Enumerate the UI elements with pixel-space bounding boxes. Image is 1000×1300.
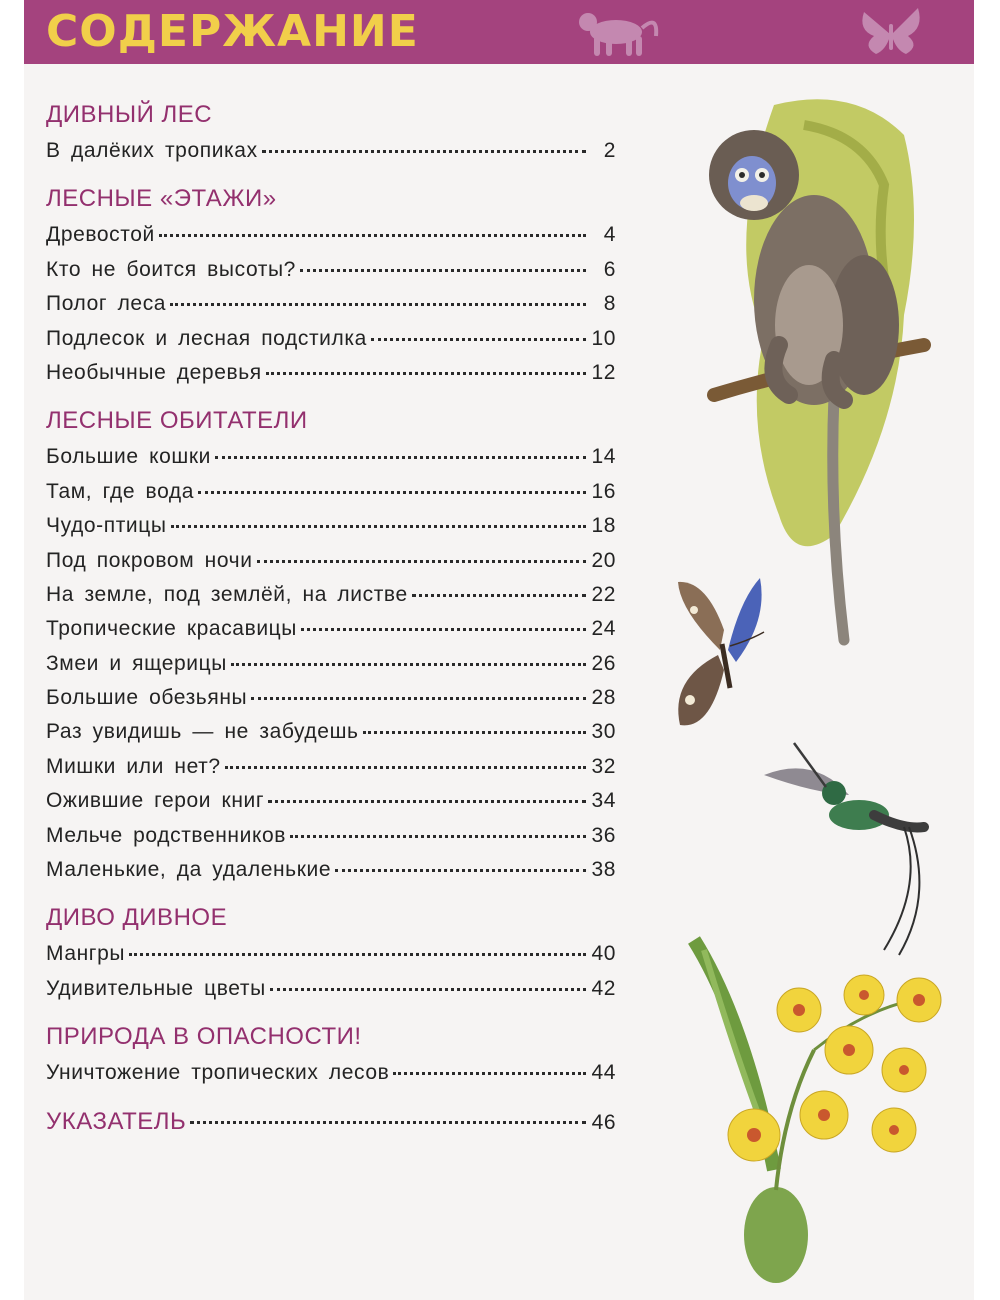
index-title: УКАЗАТЕЛЬ [46, 1107, 187, 1135]
dot-leader [170, 303, 586, 306]
section-title: ДИВО ДИВНОЕ [46, 904, 228, 932]
page [24, 0, 974, 1300]
dot-leader [198, 491, 586, 494]
toc-sections [46, 96, 616, 1091]
header-bar [24, 0, 974, 64]
dot-leader [262, 150, 586, 153]
dot-leader [257, 560, 586, 563]
dot-leader [270, 988, 586, 991]
page-number: 16 [591, 479, 616, 503]
page-number: 40 [591, 942, 616, 966]
toc-entry[interactable] [46, 681, 616, 715]
toc-section [46, 180, 616, 390]
dot-leader [251, 697, 586, 700]
toc-section [46, 1018, 616, 1090]
toc-index-entry[interactable] [46, 1103, 616, 1141]
entry-label: Раз увидишь — не забудешь [46, 720, 359, 744]
toc-entry[interactable] [46, 937, 616, 971]
toc-entry[interactable] [46, 509, 616, 543]
page-title: СОДЕРЖАНИЕ [46, 6, 419, 57]
dot-leader [171, 525, 586, 528]
toc-entry[interactable] [46, 440, 616, 474]
toc-entry[interactable] [46, 784, 616, 818]
toc-section-index [46, 1103, 616, 1141]
dot-leader [225, 766, 586, 769]
toc-entry[interactable] [46, 1056, 616, 1090]
entry-label: Необычные деревья [46, 360, 262, 384]
toc-entry[interactable] [46, 253, 616, 287]
entry-label: Там, где вода [46, 479, 195, 503]
table-of-contents [46, 96, 616, 1141]
toc-entry[interactable] [46, 715, 616, 749]
entry-label: Уничтожение тропических лесов [46, 1061, 390, 1085]
toc-entry[interactable] [46, 287, 616, 321]
dot-leader [335, 869, 586, 872]
page-number: 24 [591, 617, 616, 641]
entry-label: Большие обезьяны [46, 686, 248, 710]
butterfly-illustration [660, 570, 800, 740]
dot-leader [159, 234, 586, 237]
page-number: 4 [603, 223, 616, 247]
toc-entry[interactable] [46, 612, 616, 646]
entry-label: Мельче родственников [46, 823, 287, 847]
toc-entry[interactable] [46, 578, 616, 612]
toc-entry[interactable] [46, 972, 616, 1006]
dot-leader [300, 269, 586, 272]
dot-leader [290, 835, 586, 838]
dot-leader [268, 800, 586, 803]
entry-label: Змеи и ящерицы [46, 651, 227, 675]
orchid-illustration [664, 930, 964, 1300]
section-title: ЛЕСНЫЕ «ЭТАЖИ» [46, 185, 277, 213]
entry-label: Древостой [46, 223, 155, 247]
dot-leader [190, 1121, 586, 1124]
entry-label: Под покровом ночи [46, 548, 253, 572]
entry-label: Мангры [46, 942, 126, 966]
section-title: ПРИРОДА В ОПАСНОСТИ! [46, 1023, 362, 1051]
entry-label: Удивительные цветы [46, 976, 266, 1000]
page-number: 6 [603, 257, 616, 281]
page-number: 20 [591, 548, 616, 572]
page-number: 36 [591, 823, 616, 847]
entry-label: В далёких тропиках [46, 139, 258, 162]
toc-entry[interactable] [46, 853, 616, 887]
page-number: 8 [603, 292, 616, 316]
entry-label: Подлесок и лесная подстилка [46, 326, 367, 350]
toc-section [46, 899, 616, 1006]
toc-entry[interactable] [46, 475, 616, 509]
toc-entry[interactable] [46, 134, 616, 168]
page-number: 34 [591, 789, 616, 813]
entry-label: Маленькие, да удаленькие [46, 858, 332, 882]
page-number: 12 [591, 360, 616, 384]
page-number: 44 [591, 1061, 616, 1085]
toc-section [46, 402, 616, 887]
entry-label: Чудо-птицы [46, 514, 167, 538]
toc-entry[interactable] [46, 819, 616, 853]
page-number: 22 [591, 582, 616, 606]
dot-leader [363, 731, 586, 734]
toc-entry[interactable] [46, 544, 616, 578]
toc-entry[interactable] [46, 647, 616, 681]
butterfly-silhouette-icon [856, 6, 926, 58]
toc-entry[interactable] [46, 750, 616, 784]
section-title: ДИВНЫЙ ЛЕС [46, 101, 213, 128]
dot-leader [412, 594, 586, 597]
page-number: 28 [591, 686, 616, 710]
entry-label: Тропические красавицы [46, 617, 297, 641]
page-number: 32 [591, 754, 616, 778]
page-number: 2 [603, 139, 616, 162]
monkey-silhouette-icon [566, 6, 666, 58]
dot-leader [215, 456, 586, 459]
entry-label: Большие кошки [46, 445, 211, 469]
section-title: ЛЕСНЫЕ ОБИТАТЕЛИ [46, 407, 308, 435]
entry-label: Ожившие герои книг [46, 789, 265, 813]
toc-entry[interactable] [46, 322, 616, 356]
page-number: 10 [591, 326, 616, 350]
page-number: 18 [591, 514, 616, 538]
dot-leader [231, 663, 586, 666]
page-number: 46 [591, 1110, 616, 1134]
toc-entry[interactable] [46, 356, 616, 390]
toc-entry[interactable] [46, 218, 616, 252]
page-number: 38 [591, 858, 616, 882]
toc-section [46, 96, 616, 168]
page-number: 14 [591, 445, 616, 469]
dot-leader [301, 628, 586, 631]
dot-leader [266, 372, 586, 375]
dot-leader [393, 1072, 586, 1075]
entry-label: Полог леса [46, 292, 167, 316]
dot-leader [371, 338, 586, 341]
page-number: 26 [591, 651, 616, 675]
page-number: 42 [591, 976, 616, 1000]
entry-label: На земле, под землёй, на листве [46, 582, 408, 606]
entry-label: Мишки или нет? [46, 754, 221, 778]
page-number: 30 [591, 720, 616, 744]
entry-label: Кто не боится высоты? [46, 257, 296, 281]
dot-leader [129, 953, 586, 956]
